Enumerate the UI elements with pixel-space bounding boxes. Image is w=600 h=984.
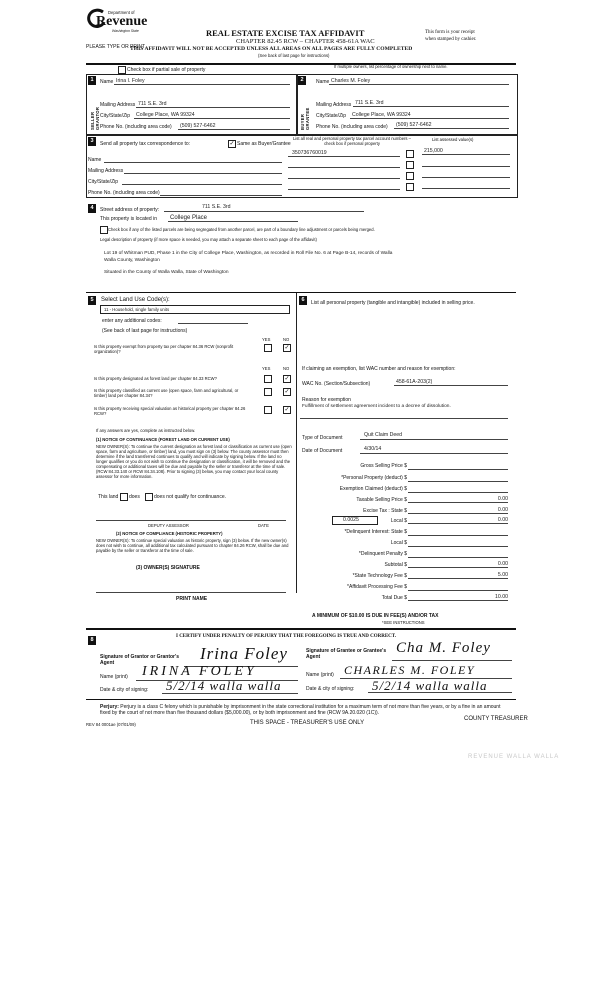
- seller-city-line: [134, 118, 290, 119]
- grantor-date-line: [162, 693, 298, 694]
- additional-codes-label: enter any additional codes:: [102, 318, 162, 324]
- form-chapter: CHAPTER 82.45 RCW – CHAPTER 458-61A WAC: [236, 38, 375, 45]
- receipt-line-1: This form is your receipt: [425, 30, 475, 35]
- personal-property-checkbox-1[interactable]: [406, 150, 414, 158]
- s3-city-line: [122, 184, 282, 185]
- mid-border: [86, 292, 516, 293]
- buyer-name-line: [329, 84, 509, 85]
- legal-value-2[interactable]: Walla County, Washington: [104, 258, 160, 263]
- land-does-checkbox[interactable]: [120, 493, 128, 501]
- subtotal-value[interactable]: 0.00: [497, 561, 508, 567]
- assessed-1-value[interactable]: 215,000: [424, 148, 443, 154]
- deputy-label: DEPUTY ASSESSOR: [148, 523, 189, 528]
- personal-property-checkbox-3[interactable]: [406, 172, 414, 180]
- buyer-city-value[interactable]: College Place, WA 99324: [352, 112, 411, 118]
- print-name-label: PRINT NAME: [176, 596, 208, 602]
- q-forest-no[interactable]: ✓: [284, 376, 290, 382]
- delinquent-local-line: [408, 546, 508, 547]
- seller-name-label: Name: [100, 79, 114, 85]
- delinquent-state-label: *Delinquent Interest: State $: [344, 529, 407, 535]
- print-note: PLEASE TYPE OR PRINT: [86, 44, 146, 50]
- date-label: DATE: [258, 523, 269, 528]
- section-4-number: 4: [88, 204, 96, 213]
- assessed-line-3: [422, 177, 510, 178]
- perjury-label: Perjury:: [100, 704, 119, 710]
- assessed-line-1: [422, 154, 510, 155]
- local-value[interactable]: 0.00: [497, 517, 508, 523]
- no-header-2: NO: [283, 366, 290, 371]
- parcel-header: List all real and personal property tax parcel account numbers – check box if personal property: [292, 136, 411, 146]
- grantee-date-city[interactable]: 5/2/14 walla walla: [372, 678, 488, 693]
- doc-date-line: [360, 453, 508, 454]
- q-exempt-no[interactable]: ✓: [284, 345, 290, 351]
- land-does-not-checkbox[interactable]: [145, 493, 153, 501]
- segregated-label: Check box if any of the listed parcels are being segregated from another parcel, are part of a boundary line adjustment or parcels being merged.: [108, 227, 375, 232]
- s3-name-label: Name: [88, 157, 102, 163]
- assessed-header: List assessed value(s): [432, 137, 474, 142]
- continuance-text: NEW OWNER(S): To continue the current designation as forest land or classification as current use (open space, farm and agriculture, or timber) land, you must sign on (3) below. The county assessor must then determine if the land transferred continues to qualify and will indicate by signing below. If the land no longer qualifies or you do not wish to continue the designation or classification, it will be removed and the compensating or additional taxes will be due and payable by the seller or transferor at the time of sale. (RCW 84.33.140 or RCW 84.34.108). Prior to signing (3) below, you may contact your local county assessor for more information.: [96, 444, 292, 479]
- taxable-value[interactable]: 0.00: [497, 496, 508, 502]
- local-line: [408, 523, 508, 524]
- wac-line: [394, 385, 508, 386]
- doc-date-label: Date of Document: [302, 448, 343, 454]
- delinquent-penalty-line: [408, 557, 508, 558]
- land-use-label: Select Land Use Code(s):: [101, 297, 170, 303]
- taxable-label: Taxable Selling Price $: [356, 497, 407, 503]
- same-as-buyer-checkbox[interactable]: ✓: [229, 141, 235, 147]
- legal-value-1[interactable]: Lot 19 of Whitman PUD, Phase 1 in the City of College Place, Washington, as recorded in Roll File No. 6 at Page B-14, records of Walla: [104, 251, 393, 256]
- treasurer-space: THIS SPACE - TREASURER'S USE ONLY: [250, 720, 365, 726]
- subtotal-line: [408, 567, 508, 568]
- q-exempt-yes[interactable]: [264, 344, 272, 352]
- seller-city-value[interactable]: College Place, WA 99324: [136, 112, 195, 118]
- receipt-line-2: when stamped by cashier.: [425, 37, 477, 42]
- compliance-text: NEW OWNER(S): To continue special valuation as historic property, sign (3) below. If the new owner(s) does not wish to continue, all additional tax calculated pursuant to chapter 84.26 RCW, shall be due and payable by the seller or transferor at the time of sale.: [96, 538, 289, 553]
- dept-logo-text: Revenue: [96, 14, 148, 29]
- see-back: (See back of last page for instructions): [258, 53, 330, 58]
- continuance-title: (1) NOTICE OF CONTINUANCE (FOREST LAND OR CURRENT USE): [96, 437, 230, 442]
- rev-number: REV 84 0001ae (07/01/09): [86, 722, 136, 727]
- seller-phone-label: Phone No. (including area code): [100, 124, 172, 130]
- wac-value[interactable]: 458-61A-203(2): [396, 379, 433, 385]
- q-special-no[interactable]: ✓: [284, 407, 290, 413]
- certify-statement: I CERTIFY UNDER PENALTY OF PERJURY THAT THE FOREGOING IS TRUE AND CORRECT.: [176, 634, 397, 639]
- s5-see-back: (See back of last page for instructions): [102, 328, 188, 334]
- q-forest-yes[interactable]: [264, 375, 272, 383]
- total-due-value[interactable]: 10.00: [495, 594, 508, 600]
- q-special-label: Is this property receiving special valuation as historical property per chapter 84.26 RCW?: [94, 406, 246, 416]
- form-title: REAL ESTATE EXCISE TAX AFFIDAVIT: [206, 28, 365, 38]
- buyer-city-label: City/State/Zip: [316, 113, 347, 119]
- parcel-line-2: [288, 167, 400, 168]
- reason-label: Reason for exemption: [302, 397, 351, 403]
- faded-stamp: REVENUE WALLA WALLA: [468, 754, 560, 760]
- reason-value[interactable]: Fulfillment of settlement agreement incident to a decree of dissolution.: [302, 404, 451, 409]
- exemption-label: If claiming an exemption, list WAC number and reason for exemption:: [302, 366, 456, 372]
- land-does-label: does: [129, 494, 140, 500]
- s3-address-line: [124, 173, 282, 174]
- s3-phone-line: [160, 195, 282, 196]
- yes-header-2: YES: [262, 366, 271, 371]
- affidavit-fee-label: *Affidavit Processing Fee $: [347, 584, 407, 590]
- seller-address-value[interactable]: 711 S.E. 3rd: [138, 101, 167, 107]
- located-value[interactable]: College Place: [170, 215, 208, 221]
- exemption-claimed-label: Exemption Claimed (deduct) $: [339, 486, 407, 492]
- grantee-signature[interactable]: Cha M. Foley: [396, 640, 491, 656]
- dept-state: Washington State: [112, 29, 139, 33]
- yes-header-1: YES: [262, 337, 271, 342]
- q-open-yes[interactable]: [264, 388, 272, 396]
- buyer-address-value[interactable]: 711 S.E. 3rd: [355, 100, 384, 106]
- parcel-line-1: [288, 156, 400, 157]
- perjury-block: [100, 704, 510, 716]
- seller-address-line: [136, 107, 290, 108]
- parcel-1-value[interactable]: 350736760019: [292, 150, 327, 156]
- s3-phone-label: Phone No. (including area code): [88, 190, 160, 196]
- buyer-address-line: [353, 106, 509, 107]
- local-label: Local $: [390, 518, 407, 524]
- dept-small: Department of: [108, 10, 135, 15]
- street-value[interactable]: 711 S.E. 3rd: [202, 204, 231, 210]
- s3-name-line: [104, 162, 282, 163]
- grantee-date-line: [368, 692, 512, 693]
- exemption-claimed-line: [408, 492, 508, 493]
- perjury-text: Perjury is a class C felony which is punishable by imprisonment in the state correctional institution for a maximum term of not more than five years, or by a fine in an amount fixed by the court of not more than five thousand dollars ($5,000.00), or by both imprisonment and fine (RCW 9A.20.020 (1C)).: [100, 704, 501, 716]
- excise-state-line: [408, 513, 508, 514]
- seller-phone-line: [178, 129, 290, 130]
- seller-grantor-label: SELLER GRANTOR: [90, 106, 100, 130]
- wac-label: WAC No. (Section/Subsection): [302, 381, 371, 387]
- same-as-buyer-label: Same as Buyer/Grantee: [237, 141, 291, 147]
- personal-deduct-label: *Personal Property (deduct) $: [341, 475, 407, 481]
- compliance-title: (2) NOTICE OF COMPLIANCE (HISTORIC PROPERTY): [116, 531, 223, 536]
- deputy-line: [96, 520, 286, 521]
- send-correspondence-label: Send all property tax correspondence to:: [100, 141, 191, 147]
- total-due-label: Total Due $: [381, 595, 407, 601]
- grantee-signature-line: [392, 660, 512, 661]
- grantee-name-print-label: Name (print): [306, 672, 334, 678]
- buyer-phone-line: [394, 128, 509, 129]
- additional-codes-line: [178, 323, 248, 324]
- q-forest-label: Is this property designated as forest land per chapter 84.33 RCW?: [94, 376, 217, 381]
- any-yes-note: If any answers are yes, complete as instructed below.: [96, 428, 196, 433]
- print-name-line: [96, 592, 286, 593]
- street-label: Street address of property:: [100, 207, 160, 213]
- q-open-no[interactable]: ✓: [284, 389, 290, 395]
- parcel-line-3: [288, 178, 400, 179]
- grantee-signature-label: Signature of Grantee or Grantee's Agent: [306, 648, 387, 660]
- county-treasurer: COUNTY TREASURER: [464, 716, 528, 722]
- doc-type-label: Type of Document: [302, 435, 343, 441]
- seller-phone-value[interactable]: (509) 527-6462: [180, 123, 216, 129]
- s3-city-label: City/State/Zip: [88, 179, 119, 185]
- owner-signature-label: (3) OWNER(S) SIGNATURE: [136, 565, 200, 571]
- affidavit-fee-line: [408, 590, 508, 591]
- personal-property-checkbox-4[interactable]: [406, 183, 414, 191]
- subtotal-label: Subtotal $: [384, 562, 407, 568]
- local-rate-value: 0.0025: [343, 517, 359, 523]
- section-3-number: 3: [88, 137, 96, 146]
- personal-property-checkbox-2[interactable]: [406, 161, 414, 169]
- delinquent-penalty-label: *Delinquent Penalty $: [358, 551, 407, 557]
- top-border: [86, 63, 516, 65]
- grantor-date-city[interactable]: 5/2/14 walla walla: [166, 678, 282, 693]
- situated-value[interactable]: Situated in the County of Walla Walla, State of Washington: [104, 270, 229, 275]
- s3-address-label: Mailing Address: [88, 168, 124, 174]
- buyer-city-line: [350, 118, 509, 119]
- land-use-value: 11 - Household, single family units: [104, 307, 170, 312]
- seller-address-label: Mailing Address: [100, 102, 136, 108]
- delinquent-state-line: [408, 535, 508, 536]
- local-rate-box[interactable]: [332, 516, 378, 525]
- delinquent-local-label: Local $: [390, 540, 407, 546]
- grantee-name-print[interactable]: CHARLES M. FOLEY: [344, 663, 476, 677]
- multiple-owners-note: If multiple owners, list percentage of ownership next to name.: [334, 64, 448, 69]
- tech-fee-line: [408, 578, 508, 579]
- buyer-name-value[interactable]: Charles M. Foley: [331, 78, 371, 84]
- doc-date-value[interactable]: 4/30/14: [364, 446, 382, 452]
- street-line: [164, 211, 364, 212]
- located-label: This property is located in: [100, 216, 157, 222]
- tech-fee-label: *State Technology Fee $: [352, 573, 407, 579]
- form-warning: THIS AFFIDAVIT WILL NOT BE ACCEPTED UNLESS ALL AREAS ON ALL PAGES ARE FULLY COMPLETED: [130, 46, 413, 52]
- buyer-phone-value[interactable]: (509) 527-6462: [396, 122, 432, 128]
- grantee-date-city-label: Date & city of signing:: [306, 686, 355, 692]
- revenue-logo: [86, 8, 156, 38]
- excise-state-label: Excise Tax : State $: [363, 508, 407, 514]
- seller-city-label: City/State/Zip: [100, 113, 131, 119]
- land-does-not-label: does not qualify for continuance.: [154, 494, 226, 500]
- reason-line: [300, 418, 508, 419]
- located-line: [168, 221, 298, 222]
- grantor-signature-label: Signature of Grantor or Grantor's Agent: [100, 654, 179, 666]
- gross-line: [408, 469, 508, 470]
- tech-fee-value[interactable]: 5.00: [497, 572, 508, 578]
- q-exempt-label: Is this property exempt from property tax per chapter 84.36 RCW (nonprofit organization)?: [94, 344, 234, 354]
- buyer-phone-label: Phone No. (including area code): [316, 124, 388, 130]
- partial-sale-label: Check box if partial sale of property: [127, 67, 206, 73]
- buyer-name-label: Name: [316, 79, 330, 85]
- minimum-note: A MINIMUM OF $10.00 IS DUE IN FEE(S) AND/OR TAX: [312, 613, 439, 619]
- legal-label: Legal description of property (if more space is needed, you may attach a separate sheet to each page of the affidavit): [100, 237, 317, 242]
- grantor-date-city-label: Date & city of signing:: [100, 687, 149, 693]
- seller-name-line: [114, 84, 290, 85]
- see-instructions-note: *SEE INSTRUCTIONS: [382, 620, 425, 625]
- taxable-line: [408, 502, 508, 503]
- personal-deduct-line: [408, 481, 508, 482]
- no-header-1: NO: [283, 337, 290, 342]
- buyer-address-label: Mailing Address: [316, 102, 352, 108]
- doc-type-line: [360, 439, 508, 440]
- section-8-number: 8: [88, 636, 96, 645]
- gross-label: Gross Selling Price $: [360, 463, 407, 469]
- personal-property-label: List all personal property (tangible and intangible) included in selling price.: [311, 300, 475, 306]
- this-land-label: This land: [98, 494, 119, 500]
- parcel-line-4: [288, 189, 400, 190]
- assessed-line-2: [422, 166, 510, 167]
- section-1-number: 1: [88, 76, 96, 85]
- grantor-signature[interactable]: Irina Foley: [200, 644, 288, 663]
- excise-state-value[interactable]: 0.00: [497, 507, 508, 513]
- segregated-checkbox[interactable]: [100, 226, 108, 234]
- doc-type-value[interactable]: Quit Claim Deed: [364, 432, 403, 438]
- buyer-grantee-label: BUYER GRANTEE: [300, 107, 310, 130]
- section-5-6-divider: [296, 293, 297, 593]
- section-2-number: 2: [298, 76, 306, 85]
- q-special-yes[interactable]: [264, 406, 272, 414]
- partial-sale-checkbox[interactable]: [118, 66, 126, 74]
- grantor-name-print-label: Name (print): [100, 674, 128, 680]
- q-open-label: Is this property classified as current use (open space, farm and agricultural, or timber) land per chapter 84.34?: [94, 388, 239, 398]
- seller-name-value[interactable]: Irina I. Foley: [116, 78, 145, 84]
- total-due-line: [408, 600, 508, 601]
- section-8-bottom-border: [86, 699, 516, 700]
- assessed-line-4: [422, 188, 510, 189]
- land-use-select[interactable]: [100, 305, 290, 314]
- section-6-number: 6: [299, 296, 307, 305]
- section-5-number: 5: [88, 296, 96, 305]
- section-8-top-border: [86, 628, 516, 630]
- grantor-name-print[interactable]: IRINA FOLEY: [142, 664, 257, 679]
